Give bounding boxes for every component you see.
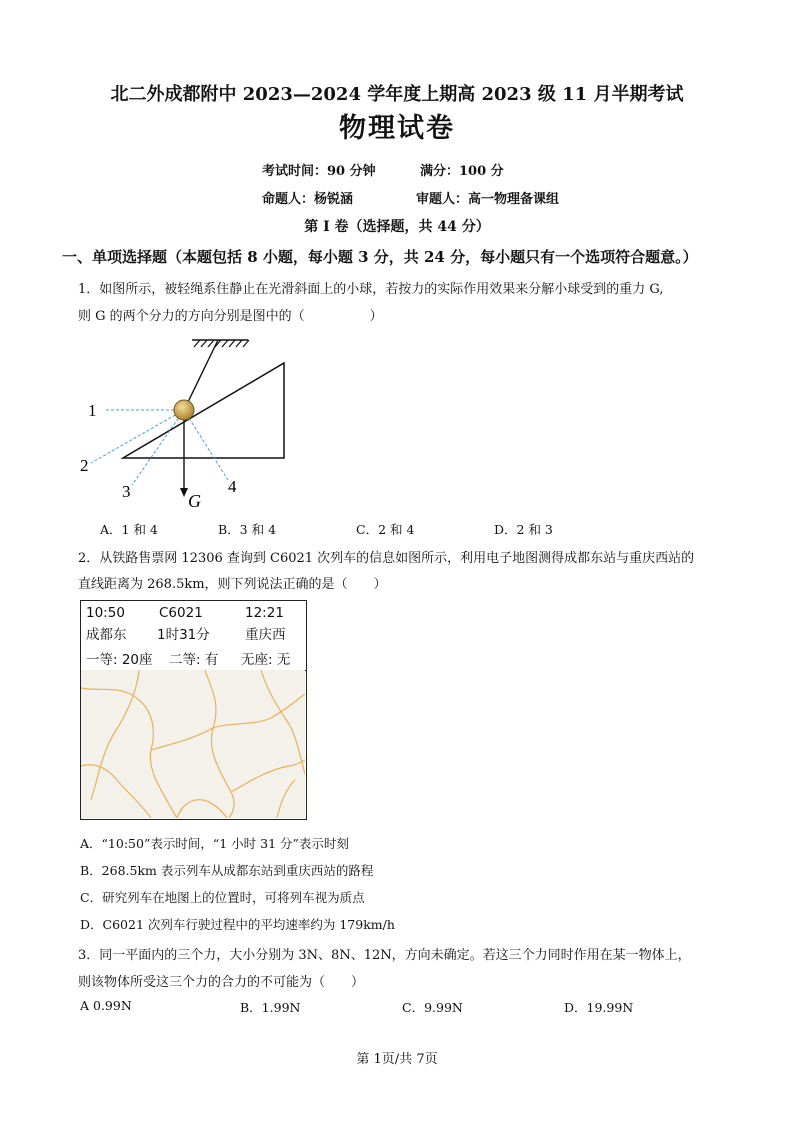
q1-line1: 1．如图所示，被轻绳系住静止在光滑斜面上的小球，若按力的实际作用效果来分解小球受到的重力 G, xyxy=(78,282,664,297)
from-station: 成都东 xyxy=(86,627,127,643)
duration: 1时31分 xyxy=(157,627,210,643)
first-class-seats: 一等: 20座 xyxy=(86,652,153,668)
q2-line2: 直线距离为 268.5km，则下列说法正确的是（ ） xyxy=(78,577,387,592)
rope xyxy=(188,340,218,402)
route-map xyxy=(81,670,305,818)
q2-option-b[interactable]: B．268.5km 表示列车从成都东站到重庆西站的路程 xyxy=(80,863,374,878)
train-number: C6021 xyxy=(159,605,203,621)
train-ticket-figure xyxy=(80,600,307,820)
q2-option-d[interactable]: D．C6021 次列车行驶过程中的平均速率约为 179km/h xyxy=(80,917,395,932)
page-footer: 第 1页/共 7页 xyxy=(356,1052,438,1067)
label-4: 4 xyxy=(228,477,237,496)
q3-option-a[interactable]: A 0.99N xyxy=(80,998,132,1013)
label-g: G xyxy=(188,491,201,511)
q1-figure xyxy=(80,330,300,515)
second-class-seats: 二等: 有 xyxy=(169,652,219,668)
exam-title: 北二外成都附中 2023—2024 学年度上期高 2023 级 11 月半期考试 xyxy=(110,84,684,105)
full-score: 满分：100 分 xyxy=(420,164,504,179)
q3-line2: 则该物体所受这三个力的合力的不可能为（ ） xyxy=(78,975,365,990)
q3-option-c[interactable]: C．9.99N xyxy=(402,1000,463,1015)
gravity-arrowhead xyxy=(180,488,188,497)
q2-line1: 2．从铁路售票网 12306 查询到 C6021 次列车的信息如图所示，利用电子地图测得成都东站与重庆西站的 xyxy=(78,551,695,566)
q3-option-d[interactable]: D．19.99N xyxy=(564,1000,634,1015)
ceiling-hatch xyxy=(194,340,249,347)
ball xyxy=(174,400,194,420)
q3-line1: 3．同一平面内的三个力，大小分别为 3N、8N、12N，方向未确定。若这三个力同时作用在某一物体上， xyxy=(78,948,691,963)
label-3: 3 xyxy=(122,482,131,501)
q1-option-b[interactable]: B．3 和 4 xyxy=(218,522,277,537)
part1-heading: 一、单项选择题（本题包括 8 小题，每小题 3 分，共 24 分，每小题只有一个选项符合题意。） xyxy=(62,248,698,266)
q1-option-a[interactable]: A．1 和 4 xyxy=(100,522,158,537)
ticket-header xyxy=(81,601,306,671)
reviewer: 审题人：高一物理备课组 xyxy=(416,192,560,207)
to-station: 重庆西 xyxy=(245,627,286,643)
q2-option-a[interactable]: A．“10:50”表示时间，“1 小时 31 分”表示时刻 xyxy=(80,836,349,851)
label-1: 1 xyxy=(88,401,97,420)
section-heading: 第 I 卷（选择题，共 44 分） xyxy=(304,219,490,235)
no-seat: 无座: 无 xyxy=(241,652,291,668)
q1-option-d[interactable]: D．2 和 3 xyxy=(494,522,553,537)
subject-title: 物理试卷 xyxy=(339,113,455,144)
q1-option-c[interactable]: C．2 和 4 xyxy=(356,522,415,537)
q3-option-b[interactable]: B．1.99N xyxy=(240,1000,301,1015)
author: 命题人：杨锐涵 xyxy=(262,192,354,207)
q1-line2: 则 G 的两个分力的方向分别是图中的（ ） xyxy=(78,309,383,324)
q2-option-c[interactable]: C．研究列车在地图上的位置时，可将列车视为质点 xyxy=(80,890,365,905)
arrive-time: 12:21 xyxy=(245,605,284,621)
dashed-force-lines xyxy=(91,410,228,485)
depart-time: 10:50 xyxy=(86,605,125,621)
label-2: 2 xyxy=(80,456,89,475)
exam-time: 考试时间：90 分钟 xyxy=(262,164,376,179)
